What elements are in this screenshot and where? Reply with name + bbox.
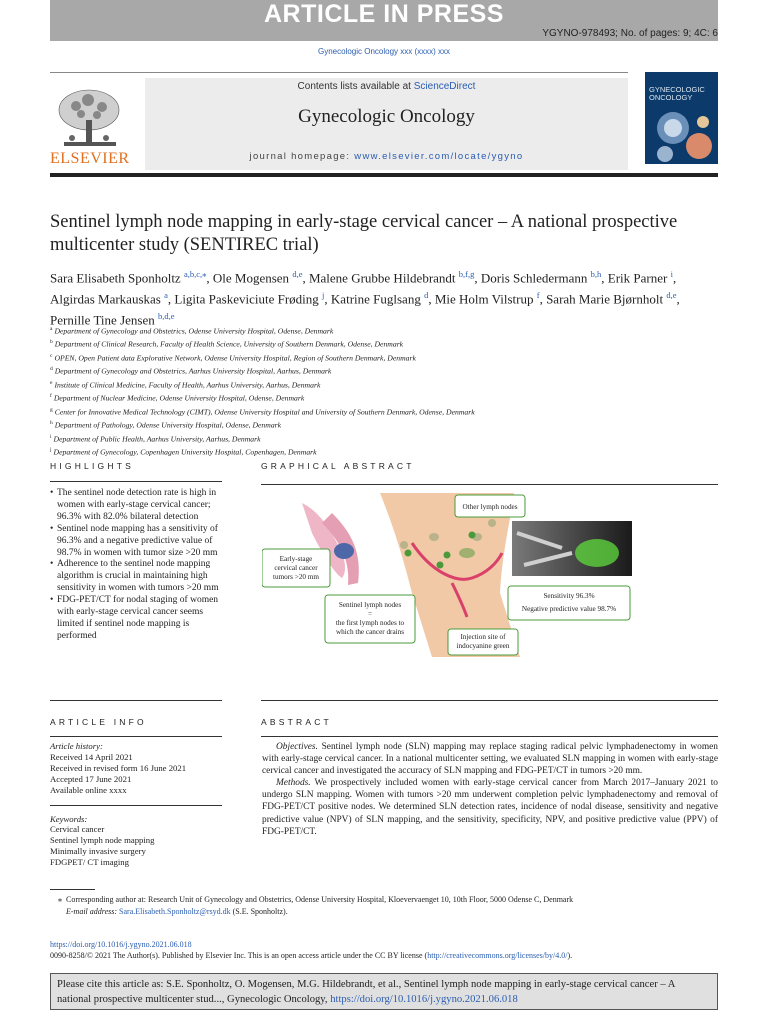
author-affiliation-marker[interactable]: a — [164, 289, 168, 300]
history-online: Available online xxxx — [50, 784, 127, 795]
affiliation-key: f — [50, 393, 52, 400]
author-affiliation-marker[interactable]: i — [670, 269, 673, 279]
affiliation-text: Department of Nuclear Medicine, Odense University Hospital, Odense, Denmark — [53, 393, 305, 403]
ga-label-injection-1: Injection site of — [460, 633, 506, 641]
keyword-item: Sentinel lymph node mapping — [50, 835, 155, 846]
affiliation-item — [50, 445, 720, 458]
keyword-item: FDGPET/ CT imaging — [50, 857, 129, 868]
homepage-link[interactable]: www.elsevier.com/locate/ygyno — [354, 151, 524, 162]
masthead-box — [145, 78, 628, 170]
affiliation-text: Department of Pathology, Odense University Hospital, Odense, Denmark — [54, 420, 282, 430]
highlights-bottom-rule — [50, 700, 222, 701]
author-affiliation-marker[interactable]: d,e — [292, 269, 303, 279]
methods-label: Methods. — [276, 778, 311, 789]
ga-label-sentinel-1: Sentinel lymph nodes — [338, 601, 402, 609]
journal-title: Gynecologic Oncology — [298, 106, 475, 127]
abstract-body — [262, 741, 718, 838]
history-label: Article history: — [50, 741, 103, 751]
affiliation-text: Department of Clinical Research, Faculty of Health Science, University of Southern Denmark, Odense, Denmark — [54, 340, 404, 350]
homepage-prefix: journal homepage: — [249, 151, 351, 162]
affiliation-item — [50, 378, 720, 391]
journal-homepage — [145, 151, 628, 162]
affiliation-key: j — [50, 447, 52, 454]
article-info-divider — [50, 805, 222, 806]
affiliation-key: d — [50, 366, 53, 373]
abstract-rule — [261, 736, 718, 737]
corresponding-author-footnote — [58, 894, 708, 917]
affiliation-key: a — [50, 326, 53, 332]
affiliation-key: h — [50, 420, 53, 427]
masthead-top-rule — [50, 72, 628, 73]
author-affiliation-marker[interactable]: b,d,e — [157, 310, 175, 321]
citation-text: Please cite this article as: S.E. Sponholtz, O. Mogensen, M.G. Hildebrandt, et al., Sentinel lymph node mapping in early-stage cervical cancer – A national prospective multicenter stud..., Gynecologic Oncology, — [57, 979, 675, 1005]
keyword-item: Cervical cancer — [50, 824, 105, 835]
elsevier-wordmark: ELSEVIER — [50, 150, 130, 167]
email-link[interactable]: Sara.Elisabeth.Sponholtz@rsyd.dk — [119, 906, 231, 916]
author-name[interactable]: Doris Schledermann — [480, 270, 588, 286]
highlight-item: • Adherence to the sentinel node mapping algorithm is crucial in maintaining high sensitivity in women with tumors >20 mm — [50, 559, 222, 595]
footnote-email-line — [58, 906, 708, 918]
affiliation-item — [50, 351, 720, 364]
article-info-heading: ARTICLE INFO — [50, 717, 147, 727]
tumor-mark — [334, 543, 354, 559]
copyright-suffix: ). — [567, 951, 573, 960]
article-info — [50, 741, 225, 868]
author-name[interactable]: Pernille Tine Jensen — [50, 311, 155, 327]
footnote-rule — [50, 889, 95, 890]
author-name[interactable]: Erik Parner — [607, 270, 668, 286]
ga-label-sentinel-2: = — [367, 610, 373, 618]
history-received: Received 14 April 2021 — [50, 751, 133, 762]
sciencedirect-link[interactable]: ScienceDirect — [413, 81, 476, 92]
ga-label-injection-2: indocyanine green — [456, 642, 510, 650]
author-name[interactable]: Katrine Fuglsang — [330, 291, 421, 307]
graphical-abstract-heading: GRAPHICAL ABSTRACT — [261, 461, 415, 471]
ga-label-other-nodes: Other lymph nodes — [462, 503, 518, 511]
author-name[interactable]: Sara Elisabeth Sponholtz — [50, 270, 181, 286]
affiliation-key: b — [50, 339, 53, 346]
highlights-heading: HIGHLIGHTS — [50, 461, 134, 471]
email-suffix: (S.E. Sponholtz). — [232, 906, 288, 916]
affiliation-key: e — [50, 379, 53, 386]
author-name[interactable]: Ole Mogensen — [212, 270, 290, 286]
sentinel-node-dot — [405, 550, 412, 557]
article-id: YGYNO-978493; No. of pages: 9; 4C: 6 — [542, 28, 718, 39]
journal-citation-line[interactable]: Gynecologic Oncology xxx (xxxx) xxx — [317, 47, 451, 56]
contents-line — [145, 81, 628, 92]
footnote-address — [58, 894, 708, 906]
email-label: E-mail address: — [66, 906, 118, 916]
graphical-abstract-rule — [261, 484, 718, 485]
affiliation-item — [50, 324, 720, 337]
affiliation-text: Department of Gynecology and Obstetrics, Aarhus University Hospital, Aarhus, Denmark — [54, 366, 332, 376]
highlight-item: • Sentinel node mapping has a sensitivity of 96.3% and a negative predictive value of 98.7% in women with tumor size >20 mm — [50, 524, 222, 560]
keywords-label: Keywords: — [50, 813, 88, 824]
affiliation-text: OPEN, Open Patient data Explorative Network, Odense University Hospital, Region of Southern Denmark, Denmark — [54, 353, 416, 363]
history-revised: Received in revised form 16 June 2021 — [50, 762, 187, 773]
footnote-text: Corresponding author at: Research Unit of Gynecology and Obstetrics, Odense University Hospital, Kloevervaenget 10, 10th Floor, 5000 Odense C, Denmark — [66, 895, 574, 904]
author-affiliation-marker[interactable]: a,b,c,⁎ — [183, 269, 207, 279]
graphical-abstract-figure — [262, 493, 636, 657]
affiliation-text: Department of Public Health, Aarhus University, Aarhus, Denmark — [53, 434, 261, 444]
affiliation-text: Center for Innovative Medical Technology (CIMT), Odense University Hospital and University of Southern Denmark, Odense, Denmark — [54, 407, 475, 417]
author-affiliation-marker[interactable]: b,h — [590, 269, 602, 279]
affiliation-key: g — [50, 406, 53, 413]
sentinel-node-dot — [469, 532, 476, 539]
affiliation-list — [50, 324, 720, 459]
ga-label-stats-1: Sensitivity 96.3% — [543, 592, 595, 600]
ga-label-sentinel-3: the first lymph nodes to — [335, 619, 405, 627]
highlights-rule — [50, 481, 222, 482]
author-affiliation-marker[interactable]: d,e — [666, 289, 677, 300]
author-affiliation-marker[interactable]: b,f,g — [458, 269, 475, 279]
graphical-abstract-bottom-rule — [261, 700, 718, 701]
history-accepted: Accepted 17 June 2021 — [50, 773, 132, 784]
article-title: Sentinel lymph node mapping in early-stage cervical cancer – A national prospective multicenter study (SENTIREC trial) — [50, 212, 678, 255]
abstract-methods — [262, 777, 718, 837]
affiliation-item — [50, 364, 720, 377]
abstract-heading: ABSTRACT — [261, 717, 332, 727]
masthead-bottom-rule — [50, 173, 718, 177]
author-name[interactable]: Ligita Paskeviciute Frøding — [174, 291, 319, 307]
methods-text: We prospectively included women with early-stage cervical cancer from March 2017–January 2021 to undergo SLN mapping. Women with tumors >20 mm underwent completion pelvic lymphadenectomy and removal of FDG-PET/CT positive nodes. We determined SLN detection rates, incidence of nodal disease, sensitivity and negative predictive value (NPV) of SLN mapping, and the sensitivity, specificity, NPV, and positive predictive value (PPV) of FDG-PET/CT. — [262, 778, 718, 837]
affiliation-item — [50, 391, 720, 404]
affiliation-key: i — [50, 433, 52, 440]
author-name[interactable]: Mie Holm Vilstrup — [434, 291, 534, 307]
doi-link[interactable]: https://doi.org/10.1016/j.ygyno.2021.06.018 — [50, 940, 192, 949]
affiliation-item — [50, 432, 720, 445]
affiliation-text: Institute of Clinical Medicine, Faculty of Health, Aarhus University, Aarhus, Denmark — [54, 380, 321, 390]
author-affiliation-marker[interactable]: f — [536, 289, 540, 300]
ga-label-tumor-3: tumors >20 mm — [273, 573, 319, 581]
ga-label-stats-2: Negative predictive value 98.7% — [521, 605, 617, 613]
cover-art — [645, 72, 718, 164]
affiliation-text: Department of Gynecology, Copenhagen University Hospital, Copenhagen, Denmark — [53, 447, 317, 457]
highlight-item: • The sentinel node detection rate is high in women with early-stage cervical cancer; 96.3% with 82.0% bilateral detection — [50, 488, 222, 524]
author-list: Sara Elisabeth Sponholtz $^{a,b,c,⁎}$, Ole Mogensen $^{d,e}$, Malene Grubbe Hildebrandt $^{b,f,g}$, Doris Schledermann $^{b,h}$, Erik Parner $^i$, Algirdas Markauskas $^a$, Ligita Paskeviciute Frøding $^j$, Katrine Fuglsang $^d$, Mie Holm Vilstrup $^f$, Sarah Marie Bjørnholt $^{d,e}$, Pernille Tine Jensen $^{b,d,e}$ — [50, 269, 680, 327]
cover-title: GYNECOLOGIC ONCOLOGY — [649, 85, 705, 102]
objectives-text: Sentinel lymph node (SLN) mapping may replace staging radical pelvic lymphadenectomy in women with early-stage cervical cancer. In a national multicenter setting, we evaluated SLN mapping in women with early-stage cervical cancer and investigated the accuracy of SLN mapping and FDG-PET/CT in tumors >20 mm. — [262, 742, 718, 777]
sentinel-node-dot — [437, 562, 444, 569]
license-link[interactable]: http://creativecommons.org/licenses/by/4.0/ — [427, 951, 568, 960]
banner-title: ARTICLE IN PRESS — [264, 0, 504, 28]
author-name[interactable]: Algirdas Markauskas — [50, 291, 161, 307]
affiliation-item — [50, 405, 720, 418]
ga-label-tumor-1: Early-stage — [279, 555, 313, 563]
affiliation-item — [50, 418, 720, 431]
contents-prefix: Contents lists available at — [297, 81, 411, 92]
author-name[interactable]: Sarah Marie Bjørnholt — [546, 291, 664, 307]
article-info-rule — [50, 736, 222, 737]
keyword-item: Minimally invasive surgery — [50, 846, 146, 857]
author-affiliation-marker[interactable]: d — [424, 289, 429, 300]
affiliation-item — [50, 337, 720, 350]
ga-label-tumor-2: cervical cancer — [274, 564, 318, 572]
ga-label-sentinel-4: which the cancer drains — [335, 628, 405, 636]
article-in-press-banner — [50, 0, 718, 41]
sentinel-node-dot — [444, 552, 451, 559]
author-affiliation-marker[interactable]: j — [322, 289, 325, 300]
highlight-item: • FDG-PET/CT for nodal staging of women with early-stage cervical cancer seems limited if sentinel node mapping is performed — [50, 595, 222, 643]
footnote-marker: ⁎ — [58, 895, 62, 904]
citation-box — [50, 973, 718, 1010]
author-name[interactable]: Malene Grubbe Hildebrandt — [308, 270, 456, 286]
copyright-line — [50, 951, 720, 960]
affiliation-text: Department of Gynecology and Obstetrics, Odense University Hospital, Odense, Denmark — [54, 326, 334, 336]
highlights-list — [50, 488, 222, 643]
affiliation-key: c — [50, 352, 53, 359]
objectives-label: Objectives. — [276, 742, 318, 752]
citation-doi-link[interactable]: https://doi.org/10.1016/j.ygyno.2021.06.018 — [330, 994, 518, 1005]
journal-cover-image — [645, 72, 718, 164]
copyright-text: 0090-8258/© 2021 The Author(s). Published by Elsevier Inc. This is an open access article under the CC BY license ( — [50, 951, 428, 960]
abstract-objectives — [262, 741, 718, 777]
